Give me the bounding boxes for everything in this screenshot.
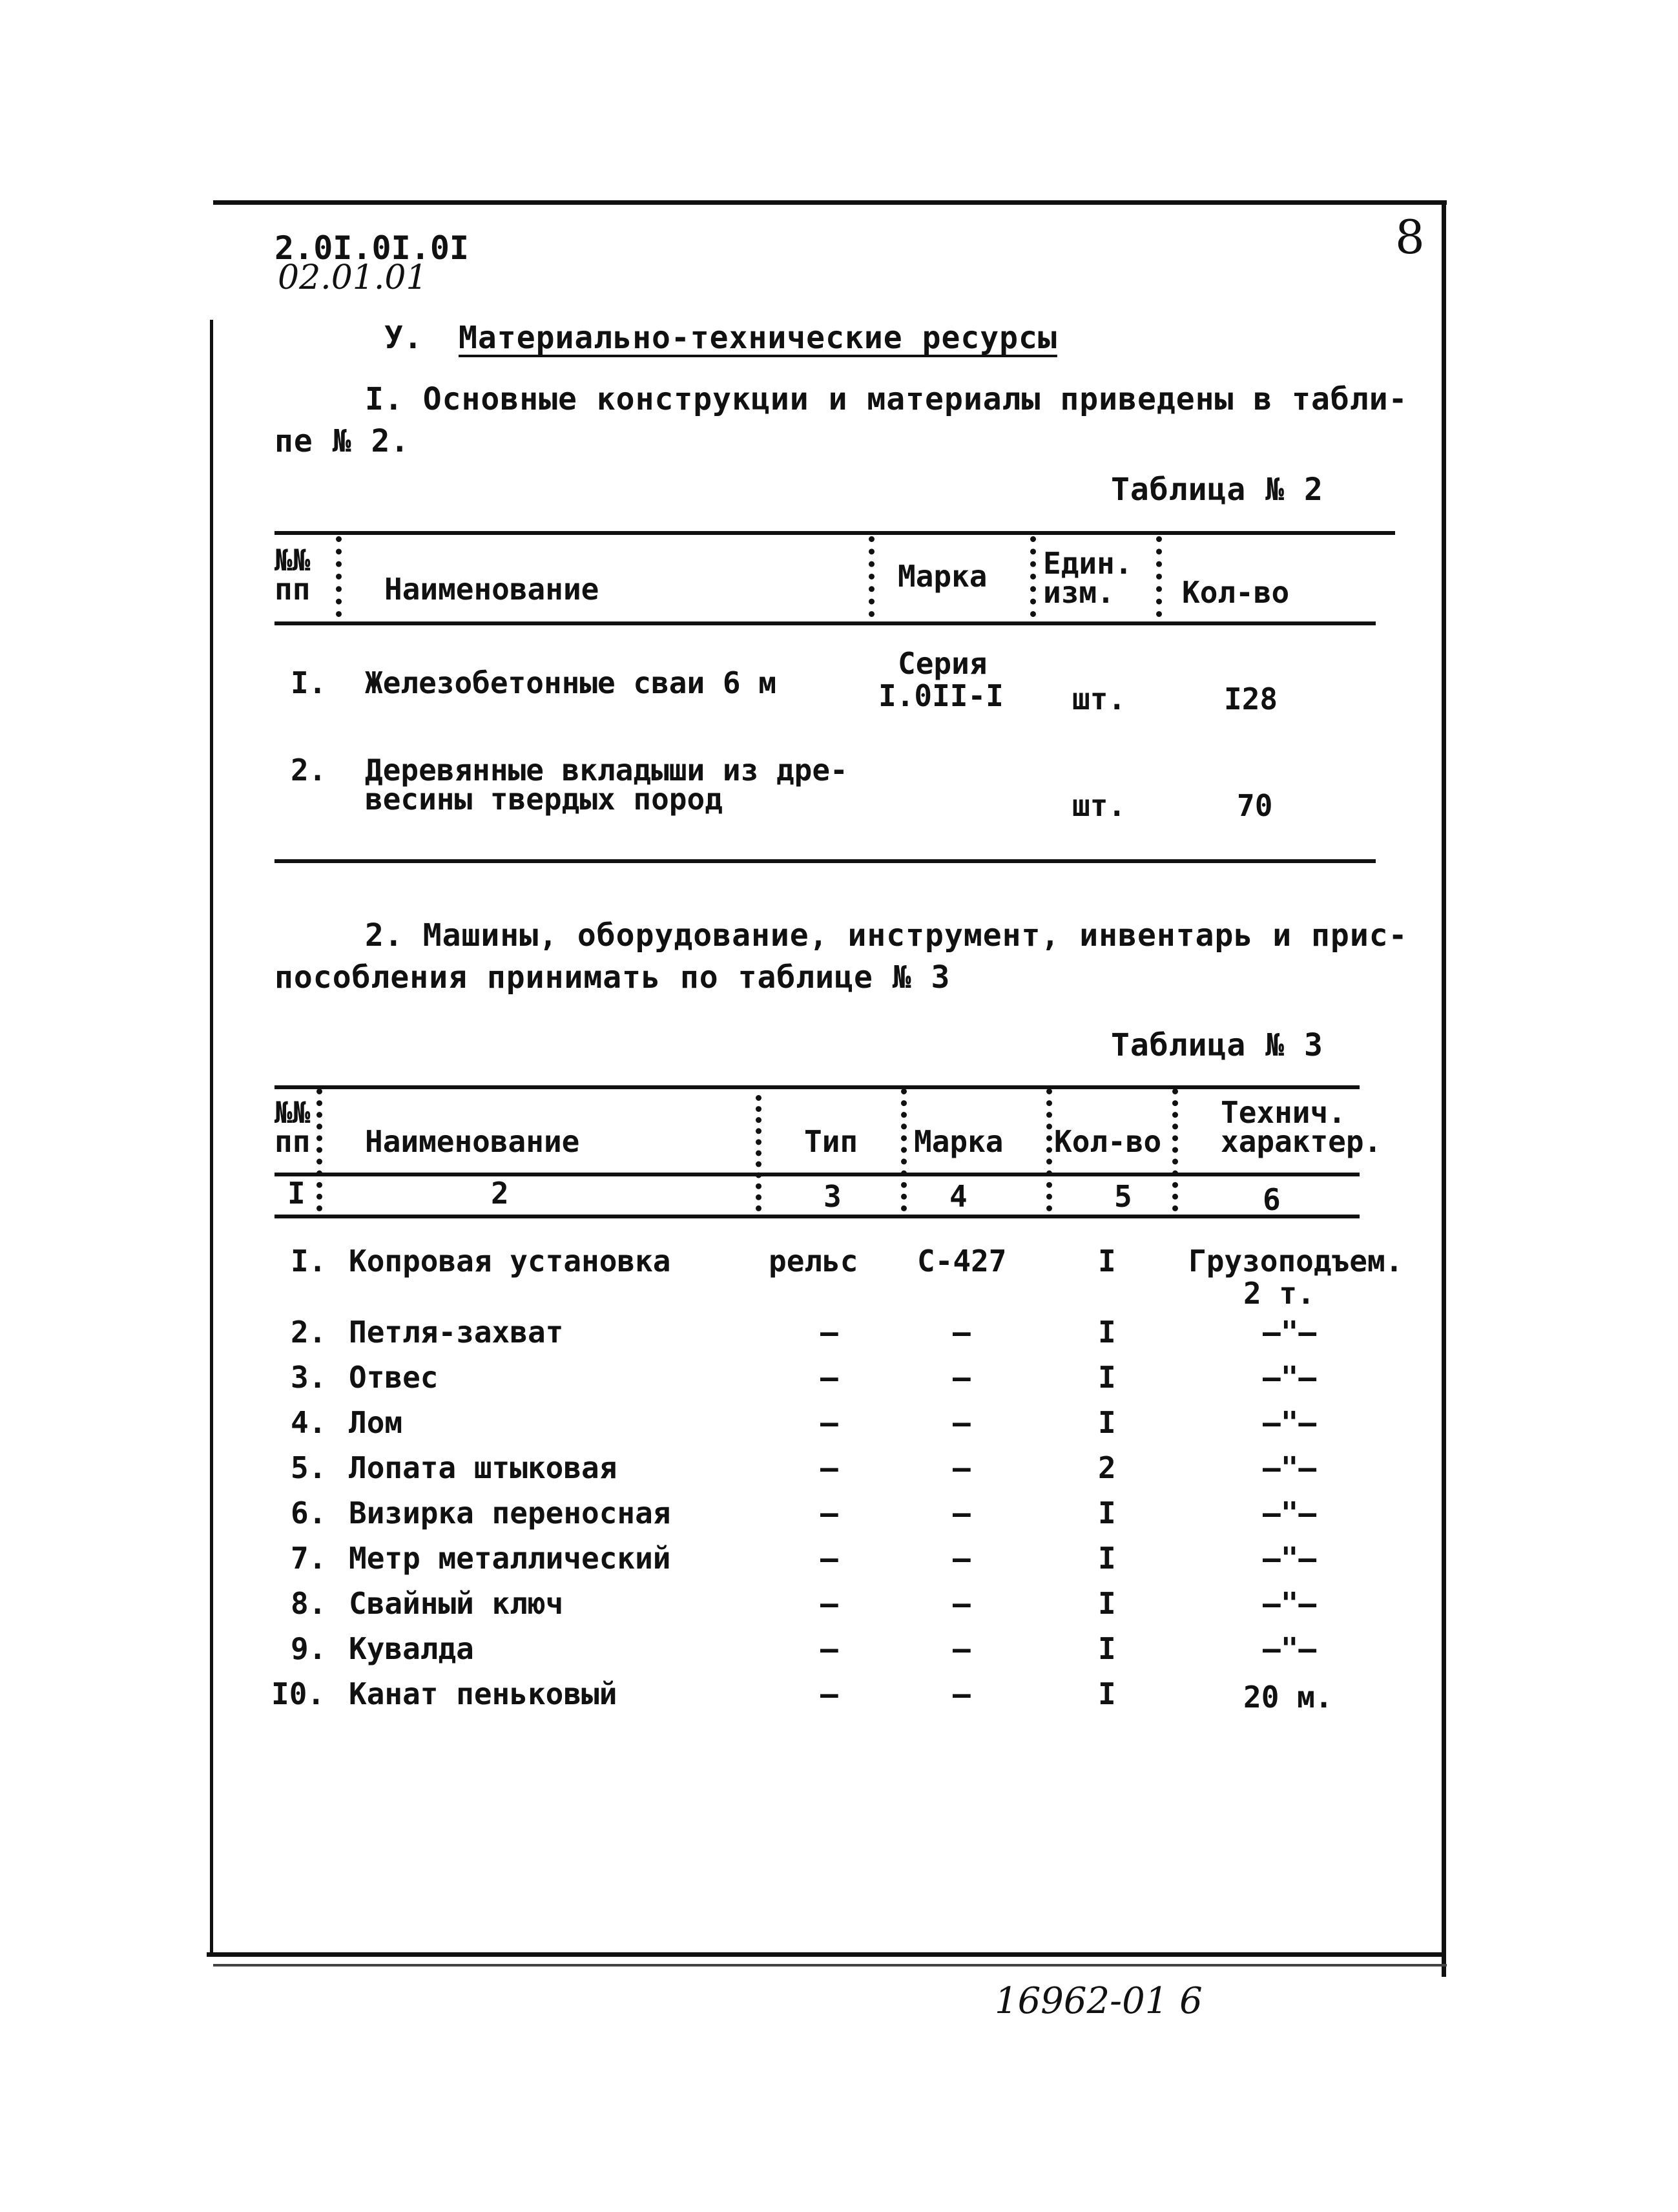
table3-hdr-tech-2: характер. [1221, 1124, 1382, 1159]
table3-row-name: Канат пеньковый [349, 1676, 617, 1711]
table3-hdr-name: Наименование [365, 1124, 580, 1159]
table3-row-tech: –"– [1263, 1586, 1317, 1621]
frame-top-line [213, 200, 1447, 205]
para2-line1: 2. Машины, оборудование, инструмент, инвентарь и прис- [365, 917, 1408, 954]
table3-row-tech: –"– [1263, 1541, 1317, 1576]
table3-row-num: I. [291, 1244, 327, 1278]
table3-top-rule [274, 1085, 1360, 1089]
table3-row-type: – [820, 1496, 838, 1530]
table3-sep-2 [756, 1095, 761, 1211]
para1-line1: I. Основные конструкции и материалы приведены в табли- [365, 381, 1408, 417]
table3-hdr-type: Тип [804, 1124, 858, 1159]
table2-row1-marka-1: Серия [898, 646, 988, 681]
table3-colnum-5: 5 [1114, 1179, 1132, 1214]
frame-bottom-line [207, 1952, 1444, 1957]
table2-sep-1 [336, 536, 342, 617]
table2-bottom-rule [274, 859, 1376, 863]
table3-row-num: 7. [291, 1541, 327, 1576]
frame-left-line [210, 320, 213, 1954]
table2-row1-qty: I28 [1224, 682, 1278, 716]
table2-top-rule [274, 531, 1395, 535]
table2-header-rule [274, 621, 1376, 625]
table2-row1-name: Железобетонные сваи 6 м [365, 665, 776, 700]
table3-row-num: I0. [271, 1676, 326, 1711]
table3-row-name: Копровая установка [349, 1244, 671, 1278]
table3-row-qty: I [1098, 1631, 1116, 1666]
table2-row2-num: 2. [291, 753, 327, 788]
table3-row-marka: С-427 [917, 1244, 1007, 1278]
table3-row-name: Свайный ключ [349, 1586, 564, 1621]
table3-row-marka: – [953, 1315, 971, 1350]
table3-row-marka: – [953, 1676, 971, 1711]
table3-sep-3 [901, 1089, 907, 1211]
table3-row-qty: I [1098, 1360, 1116, 1395]
table3-hdr-num-1: №№ [274, 1095, 311, 1130]
table3-row-qty: I [1098, 1244, 1116, 1278]
table3-row-qty: I [1098, 1676, 1116, 1711]
section-title: Материально-технические ресурсы [459, 320, 1057, 356]
table3-row-num: 4. [291, 1405, 327, 1440]
table2-row2-name-1: Деревянные вкладыши из дре- [365, 753, 848, 788]
table3-colnum-6: 6 [1263, 1182, 1281, 1217]
table2-hdr-unit-1: Един. [1043, 546, 1133, 581]
table3-row-type: – [820, 1405, 838, 1440]
page-number: 8 [1395, 210, 1425, 264]
table3-sep-1 [316, 1089, 322, 1211]
table2-row1-num: I. [291, 665, 327, 700]
table2-row2-qty: 70 [1237, 788, 1273, 823]
table2-caption: Таблица № 2 [1111, 472, 1323, 508]
table3-row-tech: –"– [1263, 1315, 1317, 1350]
table3-row-type: рельс [769, 1244, 858, 1278]
table2-row2-name-2: весины твердых пород [365, 782, 723, 817]
table3-row-marka: – [953, 1450, 971, 1485]
table3-row-marka: – [953, 1496, 971, 1530]
table3-row-qty: I [1098, 1541, 1116, 1576]
table3-row-qty: I [1098, 1586, 1116, 1621]
table3-row-num: 8. [291, 1586, 327, 1621]
table3-row-type: – [820, 1586, 838, 1621]
table3-colnum-2: 2 [491, 1176, 509, 1211]
table3-row-qty: I [1098, 1496, 1116, 1530]
para2-line2: пособления принимать по таблице № 3 [274, 959, 951, 996]
table3-row-marka: – [953, 1586, 971, 1621]
table3-hdr-num-2: пп [274, 1124, 311, 1159]
table3-row-num: 3. [291, 1360, 327, 1395]
table3-row-qty: I [1098, 1315, 1116, 1350]
frame-right-line [1442, 200, 1446, 1977]
table3-row-tech: –"– [1263, 1631, 1317, 1666]
table3-row-type: – [820, 1631, 838, 1666]
table3-row-name: Лом [349, 1405, 403, 1440]
frame-bottom-line-2 [213, 1964, 1447, 1967]
table3-row-type: – [820, 1360, 838, 1395]
table2-hdr-num-1: №№ [274, 543, 311, 578]
table2-sep-4 [1156, 536, 1162, 617]
doc-code: 2.0I.0I.0I [274, 229, 470, 267]
inventory-stamp: 16962-01 6 [995, 1980, 1203, 2022]
table2-hdr-qty: Кол-во [1182, 575, 1290, 610]
table2-hdr-name: Наименование [384, 572, 599, 607]
table3-row-marka: – [953, 1405, 971, 1440]
doc-code-handwritten: 02.01.01 [278, 258, 428, 297]
table3-row-name: Визирка переносная [349, 1496, 671, 1530]
table2-sep-2 [869, 536, 875, 617]
table3-hdr-tech-1: Технич. [1221, 1095, 1346, 1130]
table2-sep-3 [1030, 536, 1036, 617]
table3-row-qty: I [1098, 1405, 1116, 1440]
table3-colnum-1: I [287, 1176, 306, 1211]
table3-row-qty: 2 [1098, 1450, 1116, 1485]
table3-row-name: Отвес [349, 1360, 439, 1395]
table3-row-type: – [820, 1541, 838, 1576]
section-marker: У. [384, 320, 423, 356]
para1-line2: пе № 2. [274, 423, 410, 459]
table3-colnum-rule [274, 1215, 1360, 1218]
table3-row-tech: Грузоподъем. [1188, 1244, 1404, 1278]
table3-caption: Таблица № 3 [1111, 1027, 1323, 1063]
table3-row-type: – [820, 1450, 838, 1485]
table3-row-tech: –"– [1263, 1405, 1317, 1440]
table2-row2-unit: шт. [1072, 788, 1126, 823]
table3-header-rule [274, 1173, 1360, 1176]
table3-row-num: 2. [291, 1315, 327, 1350]
table3-row-marka: – [953, 1360, 971, 1395]
table3-hdr-marka: Марка [914, 1124, 1004, 1159]
table2-hdr-unit-2: изм. [1043, 575, 1115, 610]
table3-row-tech: –"– [1263, 1450, 1317, 1485]
table3-row-name: Лопата штыковая [349, 1450, 617, 1485]
table3-sep-5 [1172, 1089, 1178, 1211]
table3-row-name: Петля-захват [349, 1315, 564, 1350]
table2-row1-marka-2: I.0II-I [878, 678, 1004, 713]
table3-hdr-qty: Кол-во [1054, 1124, 1162, 1159]
table3-row-type: – [820, 1676, 838, 1711]
table2-hdr-num-2: пп [274, 572, 311, 607]
table3-row-name: Кувалда [349, 1631, 474, 1666]
table3-row-tech: –"– [1263, 1360, 1317, 1395]
table3-row-name: Метр металлический [349, 1541, 671, 1576]
table3-row-num: 6. [291, 1496, 327, 1530]
table3-row-num: 5. [291, 1450, 327, 1485]
table3-sep-4 [1046, 1089, 1052, 1211]
table3-row-tech: 20 м. [1243, 1680, 1333, 1715]
table3-row-tech: –"– [1263, 1496, 1317, 1530]
table3-row-marka: – [953, 1541, 971, 1576]
table3-row-num: 9. [291, 1631, 327, 1666]
table3-colnum-4: 4 [949, 1179, 968, 1214]
table3-row-tech-2: 2 т. [1243, 1276, 1315, 1311]
table3-colnum-3: 3 [823, 1179, 842, 1214]
table3-row-marka: – [953, 1631, 971, 1666]
table3-row-type: – [820, 1315, 838, 1350]
table2-row1-unit: шт. [1072, 682, 1126, 716]
table2-hdr-marka: Марка [898, 559, 988, 594]
